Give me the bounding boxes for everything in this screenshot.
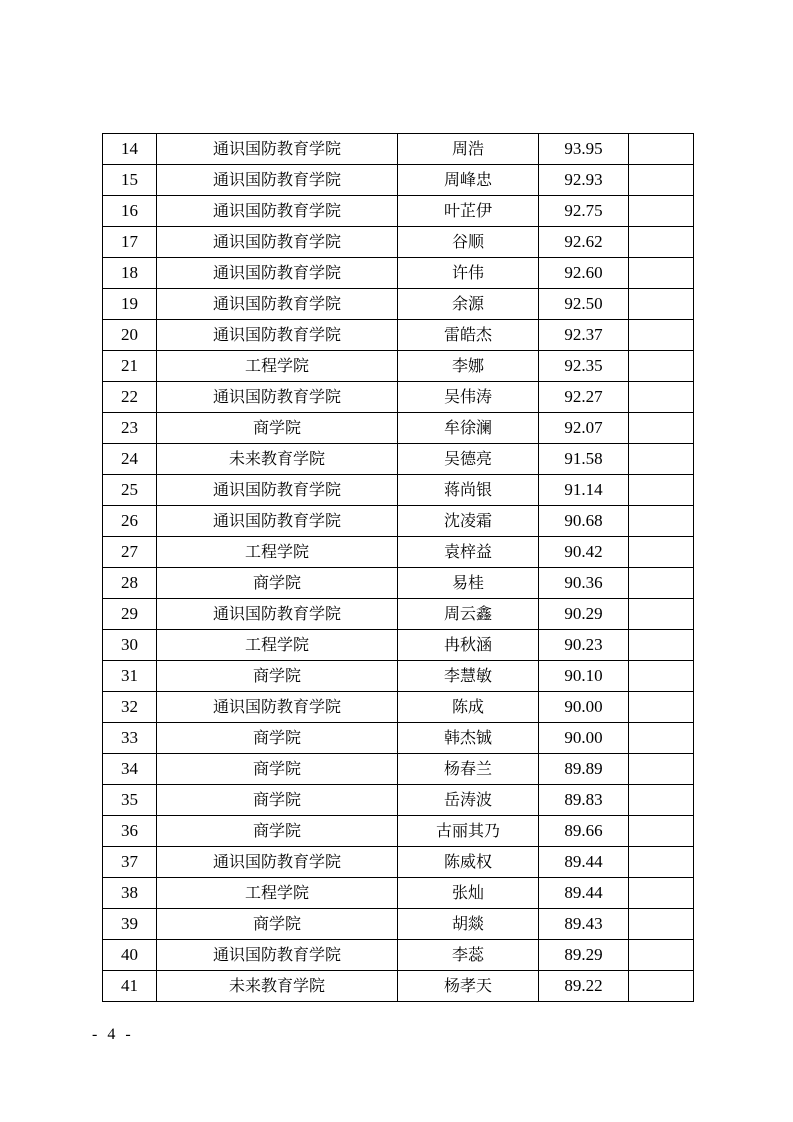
note-cell xyxy=(629,940,694,971)
note-cell xyxy=(629,165,694,196)
student-name-cell: 陈成 xyxy=(398,692,539,723)
table-row xyxy=(103,971,694,1002)
student-name-cell: 沈凌霜 xyxy=(398,506,539,537)
table-row xyxy=(103,351,694,382)
college-cell: 商学院 xyxy=(157,568,398,599)
rank-cell: 33 xyxy=(103,723,157,754)
note-cell xyxy=(629,537,694,568)
college-cell: 通识国防教育学院 xyxy=(157,134,398,165)
table-row xyxy=(103,289,694,320)
college-cell: 通识国防教育学院 xyxy=(157,475,398,506)
rank-cell: 16 xyxy=(103,196,157,227)
rank-cell: 37 xyxy=(103,847,157,878)
student-name-cell: 李蕊 xyxy=(398,940,539,971)
student-name-cell: 吴德亮 xyxy=(398,444,539,475)
rank-cell: 25 xyxy=(103,475,157,506)
table-row xyxy=(103,444,694,475)
score-cell: 92.60 xyxy=(539,258,629,289)
note-cell xyxy=(629,413,694,444)
table-row xyxy=(103,816,694,847)
score-cell: 92.50 xyxy=(539,289,629,320)
ranking-table-container xyxy=(102,133,693,1002)
student-name-cell: 周峰忠 xyxy=(398,165,539,196)
college-cell: 商学院 xyxy=(157,413,398,444)
student-name-cell: 吴伟涛 xyxy=(398,382,539,413)
student-name-cell: 韩杰铖 xyxy=(398,723,539,754)
score-cell: 90.00 xyxy=(539,723,629,754)
student-name-cell: 余源 xyxy=(398,289,539,320)
note-cell xyxy=(629,351,694,382)
college-cell: 通识国防教育学院 xyxy=(157,940,398,971)
rank-cell: 39 xyxy=(103,909,157,940)
college-cell: 工程学院 xyxy=(157,351,398,382)
college-cell: 通识国防教育学院 xyxy=(157,165,398,196)
rank-cell: 14 xyxy=(103,134,157,165)
table-row xyxy=(103,599,694,630)
student-name-cell: 许伟 xyxy=(398,258,539,289)
rank-cell: 40 xyxy=(103,940,157,971)
table-row xyxy=(103,506,694,537)
student-name-cell: 周浩 xyxy=(398,134,539,165)
college-cell: 通识国防教育学院 xyxy=(157,692,398,723)
student-name-cell: 周云鑫 xyxy=(398,599,539,630)
note-cell xyxy=(629,599,694,630)
score-cell: 89.43 xyxy=(539,909,629,940)
student-name-cell: 李慧敏 xyxy=(398,661,539,692)
student-name-cell: 谷顺 xyxy=(398,227,539,258)
rank-cell: 17 xyxy=(103,227,157,258)
table-row xyxy=(103,227,694,258)
table-row xyxy=(103,878,694,909)
college-cell: 商学院 xyxy=(157,909,398,940)
college-cell: 通识国防教育学院 xyxy=(157,258,398,289)
score-cell: 89.22 xyxy=(539,971,629,1002)
rank-cell: 20 xyxy=(103,320,157,351)
college-cell: 通识国防教育学院 xyxy=(157,847,398,878)
note-cell xyxy=(629,661,694,692)
rank-cell: 30 xyxy=(103,630,157,661)
college-cell: 商学院 xyxy=(157,785,398,816)
score-cell: 90.10 xyxy=(539,661,629,692)
note-cell xyxy=(629,785,694,816)
note-cell xyxy=(629,692,694,723)
student-name-cell: 叶芷伊 xyxy=(398,196,539,227)
score-cell: 90.23 xyxy=(539,630,629,661)
student-name-cell: 雷皓杰 xyxy=(398,320,539,351)
rank-cell: 15 xyxy=(103,165,157,196)
note-cell xyxy=(629,816,694,847)
score-cell: 89.44 xyxy=(539,847,629,878)
college-cell: 商学院 xyxy=(157,723,398,754)
student-name-cell: 杨孝天 xyxy=(398,971,539,1002)
score-cell: 92.35 xyxy=(539,351,629,382)
college-cell: 未来教育学院 xyxy=(157,971,398,1002)
note-cell xyxy=(629,847,694,878)
rank-cell: 27 xyxy=(103,537,157,568)
table-row xyxy=(103,196,694,227)
college-cell: 商学院 xyxy=(157,661,398,692)
college-cell: 通识国防教育学院 xyxy=(157,320,398,351)
rank-cell: 34 xyxy=(103,754,157,785)
table-row xyxy=(103,537,694,568)
score-cell: 92.27 xyxy=(539,382,629,413)
rank-cell: 32 xyxy=(103,692,157,723)
score-cell: 89.66 xyxy=(539,816,629,847)
score-cell: 90.42 xyxy=(539,537,629,568)
rank-cell: 22 xyxy=(103,382,157,413)
table-row xyxy=(103,754,694,785)
college-cell: 工程学院 xyxy=(157,878,398,909)
note-cell xyxy=(629,320,694,351)
table-row xyxy=(103,320,694,351)
rank-cell: 18 xyxy=(103,258,157,289)
rank-cell: 31 xyxy=(103,661,157,692)
table-row xyxy=(103,382,694,413)
table-row xyxy=(103,568,694,599)
rank-cell: 23 xyxy=(103,413,157,444)
score-cell: 92.62 xyxy=(539,227,629,258)
student-name-cell: 岳涛波 xyxy=(398,785,539,816)
note-cell xyxy=(629,630,694,661)
score-cell: 91.58 xyxy=(539,444,629,475)
score-cell: 92.93 xyxy=(539,165,629,196)
note-cell xyxy=(629,475,694,506)
score-cell: 90.00 xyxy=(539,692,629,723)
ranking-table-body xyxy=(103,134,694,1002)
table-row xyxy=(103,940,694,971)
college-cell: 通识国防教育学院 xyxy=(157,289,398,320)
table-row xyxy=(103,785,694,816)
score-cell: 89.83 xyxy=(539,785,629,816)
score-cell: 89.89 xyxy=(539,754,629,785)
note-cell xyxy=(629,878,694,909)
note-cell xyxy=(629,227,694,258)
rank-cell: 21 xyxy=(103,351,157,382)
note-cell xyxy=(629,723,694,754)
rank-cell: 35 xyxy=(103,785,157,816)
student-name-cell: 冉秋涵 xyxy=(398,630,539,661)
table-row xyxy=(103,723,694,754)
note-cell xyxy=(629,568,694,599)
rank-cell: 29 xyxy=(103,599,157,630)
score-cell: 90.68 xyxy=(539,506,629,537)
score-cell: 92.75 xyxy=(539,196,629,227)
note-cell xyxy=(629,971,694,1002)
score-cell: 93.95 xyxy=(539,134,629,165)
student-name-cell: 易桂 xyxy=(398,568,539,599)
ranking-table xyxy=(102,133,694,1002)
note-cell xyxy=(629,444,694,475)
rank-cell: 36 xyxy=(103,816,157,847)
college-cell: 通识国防教育学院 xyxy=(157,599,398,630)
college-cell: 通识国防教育学院 xyxy=(157,227,398,258)
student-name-cell: 李娜 xyxy=(398,351,539,382)
college-cell: 商学院 xyxy=(157,816,398,847)
college-cell: 未来教育学院 xyxy=(157,444,398,475)
table-row xyxy=(103,909,694,940)
note-cell xyxy=(629,909,694,940)
college-cell: 工程学院 xyxy=(157,630,398,661)
score-cell: 89.29 xyxy=(539,940,629,971)
rank-cell: 41 xyxy=(103,971,157,1002)
student-name-cell: 古丽其乃 xyxy=(398,816,539,847)
note-cell xyxy=(629,258,694,289)
score-cell: 90.29 xyxy=(539,599,629,630)
college-cell: 工程学院 xyxy=(157,537,398,568)
college-cell: 通识国防教育学院 xyxy=(157,382,398,413)
table-row xyxy=(103,847,694,878)
student-name-cell: 牟徐澜 xyxy=(398,413,539,444)
score-cell: 89.44 xyxy=(539,878,629,909)
student-name-cell: 陈威权 xyxy=(398,847,539,878)
table-row xyxy=(103,630,694,661)
note-cell xyxy=(629,196,694,227)
rank-cell: 24 xyxy=(103,444,157,475)
college-cell: 通识国防教育学院 xyxy=(157,506,398,537)
table-row xyxy=(103,258,694,289)
student-name-cell: 杨春兰 xyxy=(398,754,539,785)
rank-cell: 28 xyxy=(103,568,157,599)
college-cell: 商学院 xyxy=(157,754,398,785)
student-name-cell: 胡燚 xyxy=(398,909,539,940)
note-cell xyxy=(629,506,694,537)
note-cell xyxy=(629,382,694,413)
student-name-cell: 袁梓益 xyxy=(398,537,539,568)
score-cell: 92.07 xyxy=(539,413,629,444)
table-row xyxy=(103,661,694,692)
rank-cell: 38 xyxy=(103,878,157,909)
note-cell xyxy=(629,754,694,785)
rank-cell: 26 xyxy=(103,506,157,537)
page-number: - 4 - xyxy=(92,1026,134,1043)
score-cell: 91.14 xyxy=(539,475,629,506)
rank-cell: 19 xyxy=(103,289,157,320)
college-cell: 通识国防教育学院 xyxy=(157,196,398,227)
note-cell xyxy=(629,289,694,320)
table-row xyxy=(103,134,694,165)
score-cell: 92.37 xyxy=(539,320,629,351)
table-row xyxy=(103,692,694,723)
table-row xyxy=(103,165,694,196)
student-name-cell: 张灿 xyxy=(398,878,539,909)
note-cell xyxy=(629,134,694,165)
student-name-cell: 蒋尚银 xyxy=(398,475,539,506)
table-row xyxy=(103,413,694,444)
table-row xyxy=(103,475,694,506)
score-cell: 90.36 xyxy=(539,568,629,599)
